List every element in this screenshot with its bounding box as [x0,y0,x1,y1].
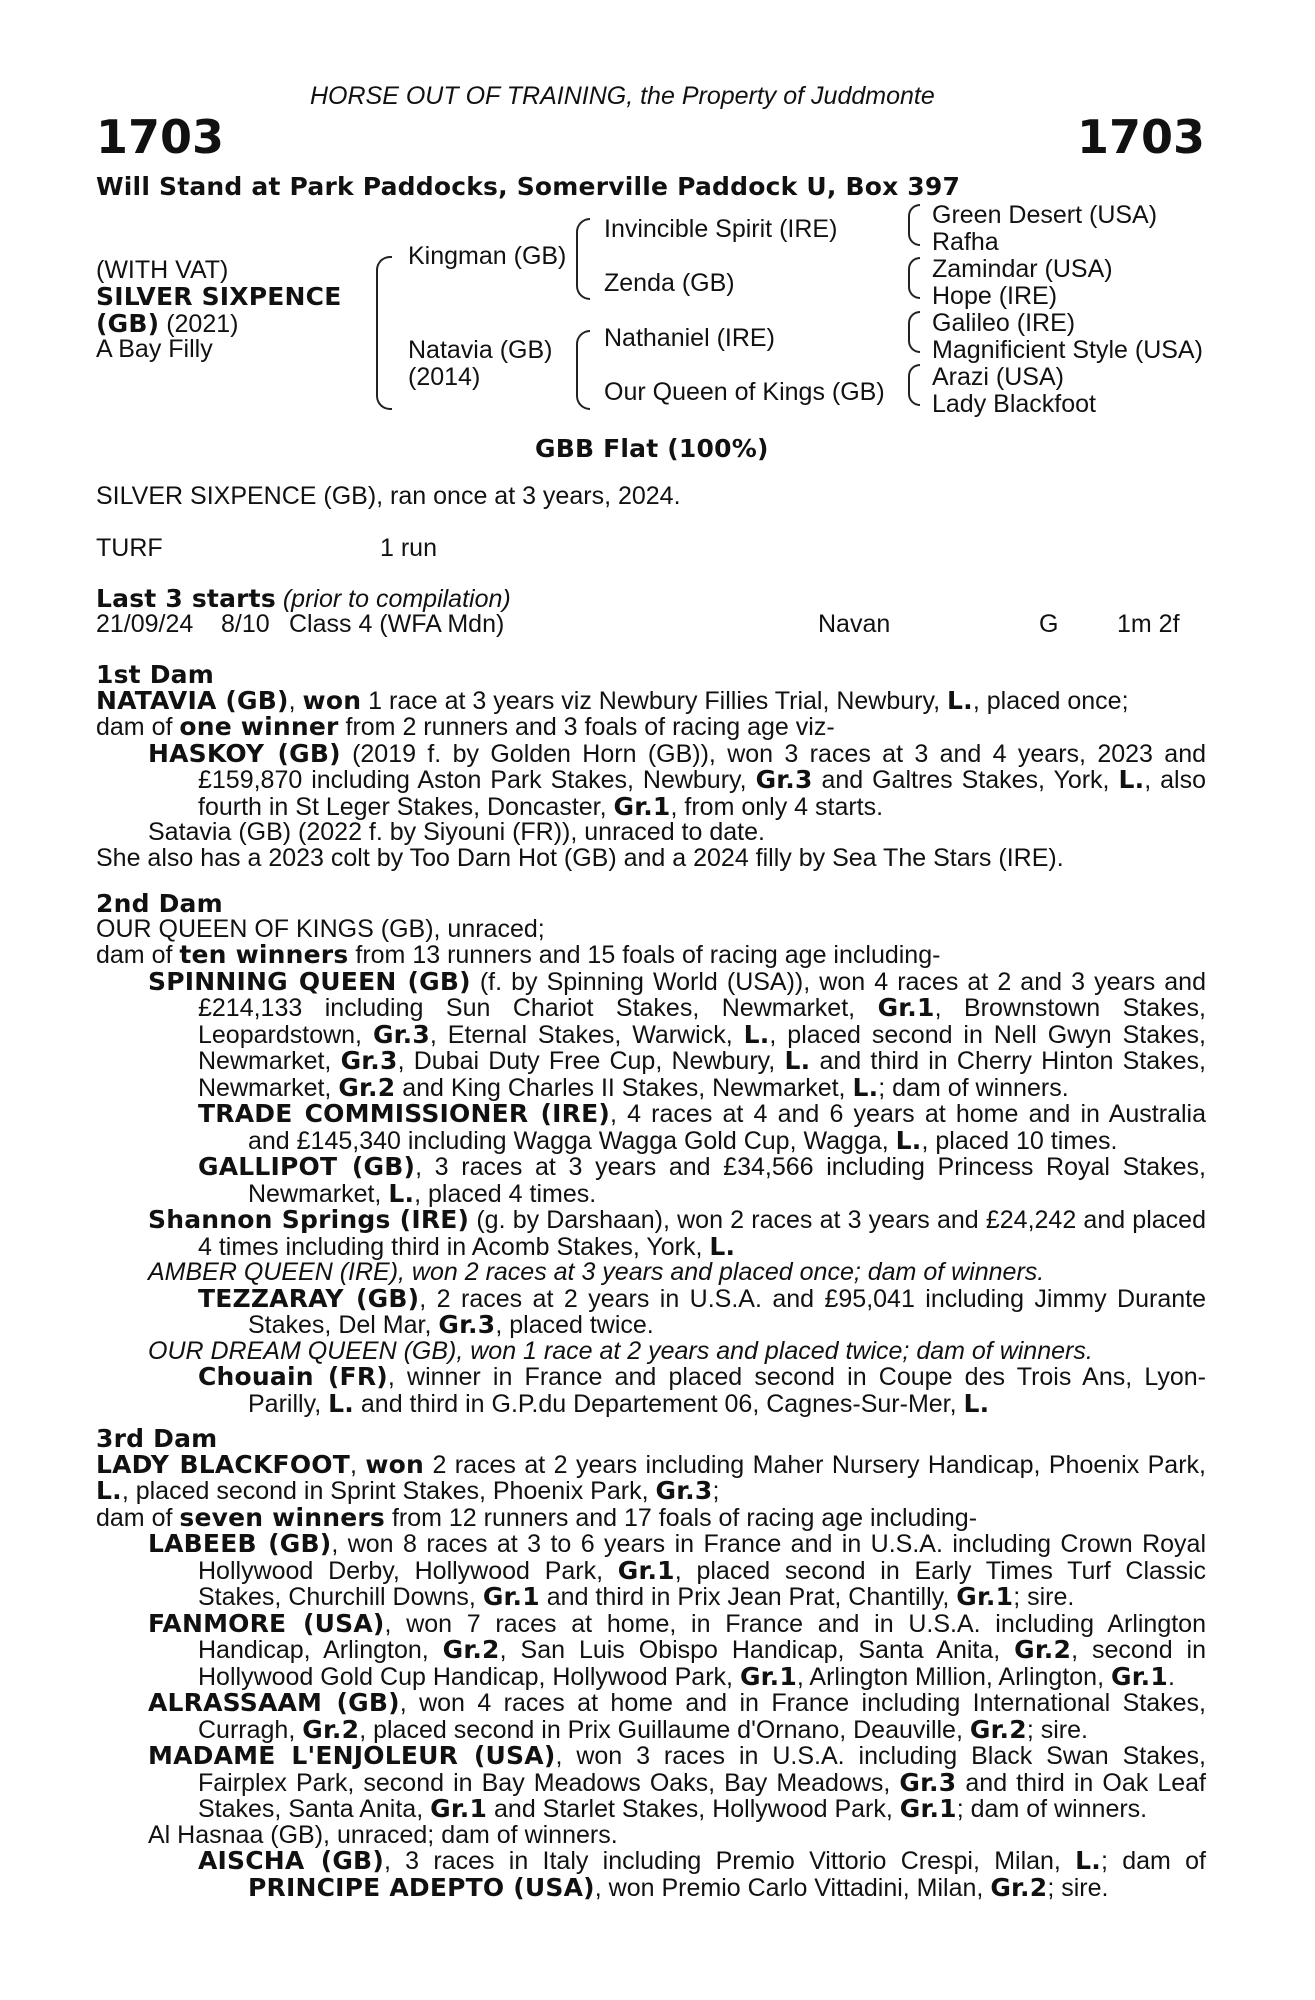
progeny-spinning-queen [96,966,1206,1102]
lot-number-left: 1703 [96,110,225,164]
fanmore-t1: , won 7 races at home, in France and in U.S.A. including Arlington Handicap, Arlington, [198,1609,1206,1664]
third-dam-t3: ; [712,1477,720,1505]
first-dam-also: She also has a 2023 colt by Too Darn Hot (GB) and a 2024 filly by Sea The Stars (IRE). [96,843,1064,872]
gallipot-t1: , 3 races at 3 years and £34,566 including Princess Royal Stakes, Newmarket, [248,1153,1206,1208]
dam: Natavia (GB) [408,336,553,364]
spinning-t7: and King Charles II Stakes, Newmarket, [395,1073,853,1102]
chouain-g1: L. [328,1388,354,1418]
lot-number-right: 1703 [1076,110,1205,164]
start-going: G [1039,610,1059,638]
chouain-name: Chouain (FR) [198,1362,388,1391]
third-dam-of: dam of [96,1503,180,1532]
first-dam-listed: L. [947,685,973,715]
gallipot-g1: L. [388,1178,415,1208]
third-dam-t2: , placed second in Sprint Stakes, Phoenix Park, [121,1477,656,1505]
fanmore-g3: Gr.1 [739,1661,797,1691]
third-dam-heading: 3rd Dam [96,1424,218,1453]
alrassaam-g1: Gr.2 [302,1714,360,1744]
first-dam-of: dam of [96,713,180,741]
labeeb-t3: and third in Prix Jean Prat, Chantilly, [539,1583,957,1611]
spinning-t3: , Eternal Stakes, Warwick, [429,1020,744,1049]
progeny-satavia: Satavia (GB) (2022 f. by Siyouni (FR)), unraced to date. [148,818,765,846]
gallipot-name: GALLIPOT (GB) [198,1152,416,1181]
alrassaam-name: ALRASSAAM (GB) [148,1688,400,1717]
trade-name: TRADE COMMISSIONER (IRE) [198,1099,610,1128]
third-dam-t1: 2 races at 2 years including Maher Nursery Handicap, Phoenix Park, [424,1450,1206,1479]
pedigree-brace-g2 [908,257,920,299]
shannon-g1: L. [709,1231,736,1261]
progeny-haskoy [96,738,1207,821]
shannon-t1: (g. by Darshaan), won 2 races at 3 years and £24,242 and placed 4 times including third in Acomb Stakes, York, [198,1206,1206,1261]
sire-dam: Zenda (GB) [604,269,735,297]
sire: Kingman (GB) [408,242,567,270]
progeny-chouain [96,1364,1206,1417]
spinning-t1: (f. by Spinning World (USA)), won 4 races at 2 and 3 years and £214,133 including Sun Chariot Stakes, Newmarket, [198,967,1206,1022]
haskoy-name: HASKOY (GB) [148,738,341,768]
labeeb-g1: Gr.1 [617,1555,675,1585]
third-dam-g2: Gr.3 [655,1476,713,1505]
vat-note: (WITH VAT) [96,256,229,284]
pedigree-brace-dam [576,330,590,410]
turf-label: TURF [96,534,163,562]
pedigree-brace-g1 [908,204,920,246]
first-dam-of-b: from 2 runners and 3 foals of racing age viz- [338,713,835,741]
haskoy-g3: Gr.1 [613,791,671,821]
principe-t2: ; sire. [1047,1873,1109,1902]
tezzaray-name: TEZZARAY (GB) [198,1283,420,1313]
alrassaam-g2: Gr.2 [969,1714,1027,1744]
third-dam-section [96,1426,1206,1901]
gen3-8: Lady Blackfoot [932,390,1096,418]
fanmore-t4: , Arlington Million, Arlington, [796,1662,1111,1691]
third-dam-produce-line [96,1502,1206,1532]
shannon-name: Shannon Springs (IRE) [148,1205,470,1234]
aischa-name: AISCHA (GB) [198,1846,384,1875]
spinning-name: SPINNING QUEEN (GB) [148,966,471,996]
dam-dam: Our Queen of Kings (GB) [604,378,885,406]
progeny-labeeb [96,1531,1206,1611]
last-starts-title: Last 3 starts [96,584,276,613]
progeny-our-dream-queen: OUR DREAM QUEEN (GB), won 1 race at 2 years and placed twice; dam of winners. [148,1336,1093,1365]
start-position: 8/10 [221,610,270,638]
start-course: Navan [818,610,891,638]
start-date: 21/09/24 [96,610,194,638]
spinning-t8: ; dam of winners. [878,1073,1069,1102]
fanmore-t5: . [1167,1662,1175,1691]
second-dam-section [96,891,1206,1417]
madame-g1: Gr.3 [899,1767,957,1797]
fanmore-g2: Gr.2 [1014,1635,1072,1664]
spinning-g1: Gr.1 [877,993,935,1022]
labeeb-t4: ; sire. [1013,1583,1075,1611]
first-dam-name: NATAVIA (GB) [96,685,289,715]
haskoy-t2: and Galtres Stakes, York, [812,766,1119,794]
gen3-1: Green Desert (USA) [932,201,1158,229]
madame-t4: ; dam of winners. [956,1795,1148,1823]
madame-t1: , won 3 races in U.S.A. including Black Swan Stakes, Fairplex Park, second in Bay Meadows Oaks, Bay Meadows, [198,1742,1207,1797]
stand-location: Will Stand at Park Paddocks, Somerville Paddock U, Box 397 [96,172,961,201]
pedigree-brace-g4 [908,364,920,406]
madame-t2: and third in Oak Leaf Stakes, Santa Anita, [198,1768,1206,1823]
first-dam-section [96,662,1206,871]
second-dam-produce-line [96,942,1206,969]
turf-runs: 1 run [380,534,437,562]
fanmore-t2: , San Luis Obispo Handicap, Santa Anita, [499,1636,1015,1664]
progeny-tezzaray [96,1283,1206,1339]
pedigree-brace-main [376,256,392,410]
start-race: Class 4 (WFA Mdn) [289,610,505,638]
first-dam-winners: one winner [179,712,339,741]
haskoy-t4: , from only 4 starts. [670,792,884,821]
pedigree-brace-sire [576,218,590,300]
second-dam-of: dam of [96,941,180,969]
gen3-2: Rafha [932,228,999,256]
spinning-g7: L. [852,1072,879,1102]
trade-g1: L. [895,1125,922,1155]
aischa-t1: , 3 races in Italy including Premio Vittorio Crespi, Milan, [383,1847,1076,1875]
third-dam-of-b: from 12 runners and 17 foals of racing age including- [385,1503,978,1532]
third-dam-won: won [365,1449,425,1479]
dam-year: (2014) [408,363,481,391]
tezzaray-t1: , 2 races at 2 years in U.S.A. and £95,041 including Jimmy Durante Stakes, Del Mar, [248,1284,1206,1339]
gen3-3: Zamindar (USA) [932,255,1113,283]
rating: GBB Flat (100%) [535,434,769,463]
progeny-shannon-springs [96,1207,1206,1260]
third-dam-line: LADY BLACKFOOT, won 2 races at 2 years including Maher Nursery Handicap, Phoenix Park, L., placed second in Sprint Stakes, Phoenix Park, Gr.3; [96,1449,1206,1505]
third-dam-name: LADY BLACKFOOT [96,1449,350,1479]
chouain-g2: L. [963,1388,990,1418]
progeny-madame-lenjoleur [96,1743,1206,1823]
haskoy-g2: L. [1118,765,1145,794]
labeeb-name: LABEEB (GB) [148,1529,332,1558]
second-dam-of-b: from 13 runners and 15 foals of racing age including- [348,941,941,969]
dam-sire: Nathaniel (IRE) [604,324,775,352]
race-summary: SILVER SIXPENCE (GB), ran once at 3 years, 2024. [96,482,681,510]
chouain-t2: and third in G.P.du Departement 06, Cagnes-Sur-Mer, [353,1389,964,1418]
first-dam-line: NATAVIA (GB), won 1 race at 3 years viz Newbury Fillies Trial, Newbury, L., placed once; [96,685,1129,715]
horse-description: A Bay Filly [96,335,213,363]
consignor-line: HORSE OUT OF TRAINING, the Property of Juddmonte [310,82,935,110]
spinning-g6: Gr.2 [338,1072,396,1102]
gen3-7: Arazi (USA) [932,363,1064,391]
alrassaam-t1: , won 4 races at home and in France including International Stakes, Curragh, [198,1689,1206,1744]
gen3-6: Magnificient Style (USA) [932,336,1203,364]
third-dam-winners: seven winners [179,1502,385,1532]
second-dam-line: OUR QUEEN OF KINGS (GB), unraced; [96,914,545,943]
horse-country: (GB) [96,309,160,338]
first-dam-heading: 1st Dam [96,660,215,689]
second-dam-winners: ten winners [179,940,349,969]
haskoy-g1: Gr.3 [755,765,813,794]
horse-name: SILVER SIXPENCE [96,282,342,311]
spinning-g2: Gr.3 [372,1019,430,1049]
labeeb-g3: Gr.1 [956,1582,1014,1611]
tezzaray-g1: Gr.3 [438,1310,496,1339]
progeny-gallipot [96,1154,1206,1207]
second-dam-heading: 2nd Dam [96,889,223,918]
spinning-t2: , Brownstown Stakes, Leopardstown, [198,994,1206,1049]
spinning-t4: , placed second in Nell Gwyn Stakes, Newmarket, [198,1020,1206,1075]
labeeb-t2: , placed second in Early Times Turf Classic Stakes, Churchill Downs, [198,1556,1206,1611]
principe-t1: , won Premio Carlo Vittadini, Milan, [594,1873,991,1902]
gen3-5: Galileo (IRE) [932,309,1076,337]
spinning-t6: and third in Cherry Hinton Stakes, Newmarket, [198,1047,1206,1102]
progeny-al-hasnaa: Al Hasnaa (GB), unraced; dam of winners. [148,1820,618,1849]
start-distance: 1m 2f [1117,610,1180,638]
spinning-g3: L. [743,1019,770,1049]
fanmore-g1: Gr.2 [442,1635,500,1664]
first-dam-text1: 1 race at 3 years viz Newbury Fillies Trial, Newbury, [361,686,948,715]
progeny-amber-queen: AMBER QUEEN (IRE), won 2 races at 3 years and placed once; dam of winners. [148,1258,1045,1286]
progeny-alrassaam [96,1690,1206,1743]
chouain-t1: , winner in France and placed second in Coupe des Trois Ans, Lyon-Parilly, [248,1363,1207,1418]
tezzaray-t2: , placed twice. [495,1311,654,1339]
principe-name: PRINCIPE ADEPTO (USA) [248,1872,595,1902]
madame-name: MADAME L'ENJOLEUR (USA) [148,1741,556,1770]
haskoy-t3: , also fourth in St Leger Stakes, Doncaster, [198,766,1206,821]
gen3-4: Hope (IRE) [932,282,1058,310]
fanmore-t3: , second in Hollywood Gold Cup Handicap, Hollywood Park, [198,1636,1206,1691]
sire-sire: Invincible Spirit (IRE) [604,215,838,243]
third-dam-g1: L. [96,1476,122,1505]
principe-g1: Gr.2 [990,1872,1048,1902]
fanmore-g4: Gr.1 [1110,1661,1168,1691]
fanmore-name: FANMORE (USA) [148,1608,385,1638]
madame-g3: Gr.1 [899,1794,957,1823]
spinning-g5: L. [784,1046,811,1075]
spinning-g4: Gr.3 [340,1046,398,1075]
trade-t2: , placed 10 times. [921,1126,1118,1155]
aischa-g1: L. [1075,1846,1101,1875]
first-dam-won: won [302,685,362,715]
progeny-aischa [96,1848,1206,1901]
last-starts-note: (prior to compilation) [282,585,511,613]
pedigree-brace-g3 [908,311,920,353]
haskoy-t1: (2019 f. by Golden Horn (GB)), won 3 races at 3 and 4 years, 2023 and £159,870 including Aston Park Stakes, Newbury, [198,739,1207,794]
alrassaam-t2: , placed second in Prix Guillaume d'Ornano, Deauville, [359,1715,970,1744]
first-dam-produce-line [96,714,1206,741]
labeeb-g2: Gr.1 [482,1582,540,1611]
trade-t1: , 4 races at 4 and 6 years at home and in Australia and £145,340 including Wagga Wagga Gold Cup, Wagga, [248,1100,1206,1155]
spinning-t5: , Dubai Duty Free Cup, Newbury, [397,1047,785,1075]
horse-year: (2021) [166,310,239,338]
first-dam-text2: , placed once; [972,686,1129,715]
labeeb-t1: , won 8 races at 3 to 6 years in France and in U.S.A. including Crown Royal Hollywood Derby, Hollywood Park, [198,1530,1207,1585]
gallipot-t2: , placed 4 times. [414,1179,597,1208]
madame-g2: Gr.1 [430,1794,488,1823]
alrassaam-t3: ; sire. [1026,1715,1088,1744]
progeny-fanmore [96,1608,1206,1691]
progeny-trade-commissioner [96,1101,1206,1154]
madame-t3: and Starlet Stakes, Hollywood Park, [487,1795,900,1823]
aischa-t2: ; dam of [1101,1847,1206,1875]
